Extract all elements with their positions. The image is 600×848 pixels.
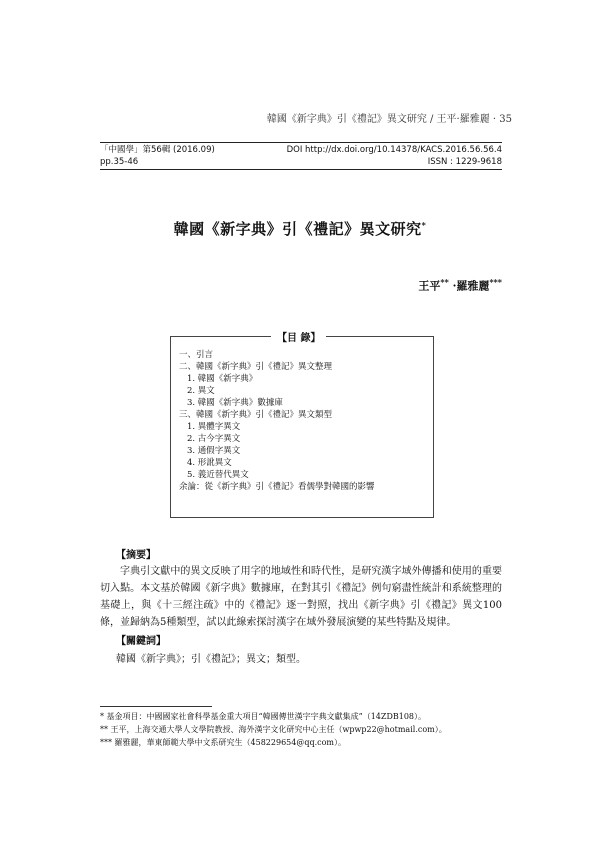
author-separator: · — [448, 279, 457, 293]
keywords-text: 韓國《新字典》；引《禮記》；異文；類型。 — [116, 654, 306, 665]
toc-item: 2. 古今字異文 — [187, 434, 241, 444]
footnote-rule — [100, 706, 212, 707]
paper-title-text: 韓國《新字典》引《禮記》異文研究 — [173, 220, 422, 238]
toc-item: 2. 異文 — [187, 386, 215, 396]
author-1-mark: ** — [440, 277, 449, 287]
author-2-mark: *** — [489, 277, 502, 287]
footnote: * 基金項目：中國國家社會科學基金重大項目“韓國傳世漢字字典文獻集成”（14ZDB108）。 — [100, 712, 427, 721]
authors — [418, 277, 502, 294]
toc-item: 3. 韓國《新字典》數據庫 — [187, 398, 283, 408]
doi: DOI http://dx.doi.org/10.14378/KACS.2016.56.56.4 — [286, 145, 502, 155]
footnotes — [100, 710, 447, 749]
page-range: pp.35-46 — [100, 157, 139, 167]
toc-item: 二、韓國《新字典》引《禮記》異文整理 — [179, 362, 333, 372]
running-head: 韓國《新字典》引《禮記》異文研究 / 王平·羅雅麗 · 35 — [266, 114, 512, 125]
footnote: ** 王平，上海交通大學人文學院教授、海外漢字文化研究中心主任（wpwp22@hotmail.com）。 — [100, 725, 447, 734]
abstract-label: 【摘要】 — [116, 550, 156, 561]
paper-title — [0, 218, 600, 239]
toc-list — [179, 349, 375, 493]
toc-item: 一、引言 — [179, 350, 214, 360]
footnote: *** 羅雅麗，華東師範大學中文系研究生（458229654@qq.com）。 — [100, 738, 347, 747]
toc-item: 4. 形訛異文 — [187, 458, 232, 468]
toc-item: 余論：從《新字典》引《禮記》看儒學對韓國的影響 — [179, 482, 375, 492]
abstract-text — [100, 563, 502, 631]
title-footnote-mark: * — [421, 220, 427, 230]
journal-info: 「中國學」第56輯 (2016.09) — [100, 145, 215, 155]
table-of-contents — [170, 333, 434, 518]
toc-item: 三、韓國《新字典》引《禮記》異文類型 — [179, 410, 333, 420]
author-2: 羅雅麗 — [456, 279, 490, 293]
keywords-label: 【關鍵詞】 — [116, 636, 166, 647]
toc-heading: 【目 錄】 — [271, 329, 326, 344]
issn: ISSN : 1229-9618 — [427, 157, 502, 167]
toc-item: 3. 通假字異文 — [187, 446, 241, 456]
toc-item: 5. 義近替代異文 — [187, 470, 249, 480]
toc-item: 1. 韓國《新字典》 — [187, 374, 258, 384]
author-1: 王平 — [418, 279, 441, 293]
publication-info — [100, 142, 502, 170]
toc-item: 1. 異體字異文 — [187, 422, 241, 432]
abstract-body: 字典引文獻中的異文反映了用字的地域性和時代性，是研究漢字域外傳播和使用的重要切入點。本文基於韓國《新字典》數據庫，在對其引《禮記》例句窮盡性統計和系統整理的基礎上，與《十三經注疏》中的《禮記》逐一對照，找出《新字典》引《禮記》異文100條，並歸納為5種類型，試以此線索探討漢字在域外發展演變的某些特點及規律。 — [100, 566, 502, 628]
